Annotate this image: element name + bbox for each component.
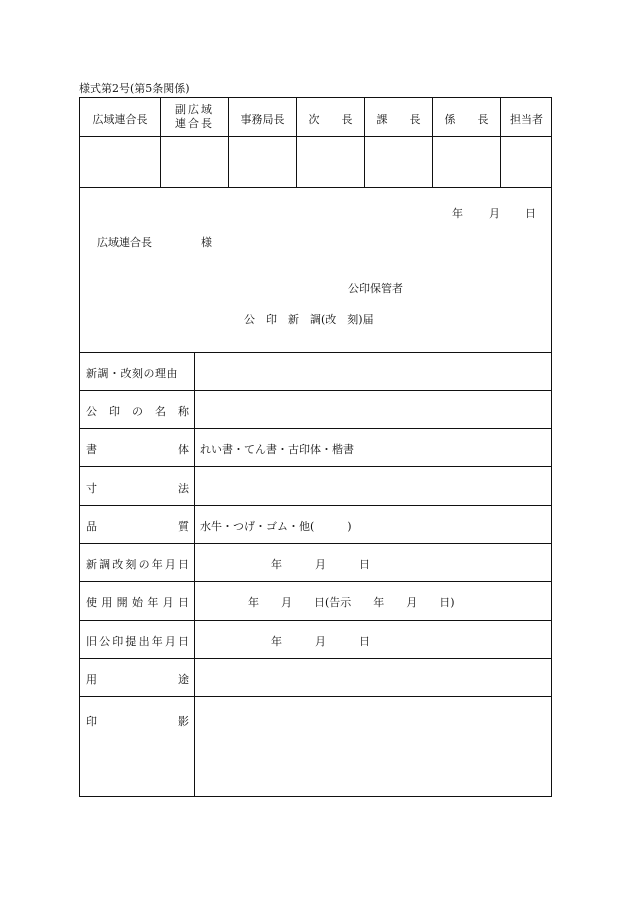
label-char: 法 [178, 482, 189, 495]
grid-line [79, 543, 552, 544]
label-char: 開 [116, 596, 128, 609]
row-label-impression [86, 713, 189, 729]
row-label-seal-name [86, 403, 189, 419]
label-char: 日 [177, 596, 189, 609]
header-kouiki-rengouchou: 広域連合長 [92, 113, 148, 126]
label-char: 書 [86, 443, 97, 456]
stamp-cell[interactable] [365, 137, 432, 187]
row-label-typeface [86, 441, 189, 457]
document-title: 公 印 新 調(改 刻)届 [244, 313, 374, 326]
label-char: 印 [112, 635, 124, 648]
stamp-cell[interactable] [501, 137, 552, 187]
label-char: 称 [178, 405, 189, 418]
row-label-size [86, 480, 189, 496]
addressee-honorific: 様 [201, 236, 212, 249]
label-char: 旧 [86, 635, 97, 648]
row-label-material [86, 518, 189, 534]
header-fuku-line1: 副広域 [175, 103, 214, 116]
stamp-cell[interactable] [80, 137, 160, 187]
header-kachou: 課 長 [376, 113, 421, 126]
label-char: 刻 [125, 558, 137, 571]
row-label-reason: 新調・改刻の理由 [86, 367, 178, 380]
stamp-cell[interactable] [297, 137, 364, 187]
label-char: 寸 [86, 482, 97, 495]
header-fuku-rengouchou [161, 103, 228, 131]
grid-line [79, 466, 552, 467]
label-char: 出 [138, 635, 150, 648]
label-char: 途 [178, 673, 189, 686]
grid-line [79, 505, 552, 506]
form-number: 様式第2号(第5条関係) [79, 82, 190, 95]
row-label-made-date [86, 556, 189, 572]
grid-line [79, 581, 552, 582]
stamp-cell[interactable] [433, 137, 500, 187]
grid-line [79, 658, 552, 659]
label-char: 印 [86, 715, 97, 728]
header-tantousha: 担当者 [510, 113, 543, 126]
grid-line [79, 352, 552, 353]
label-char: 影 [178, 715, 189, 728]
label-char: 月 [164, 635, 176, 648]
label-char: 年 [147, 596, 159, 609]
stamp-cell[interactable] [229, 137, 296, 187]
label-char: 月 [164, 558, 176, 571]
label-char: 質 [178, 520, 189, 533]
return-date-field[interactable]: 年 月 日 [271, 635, 370, 648]
label-char: 用 [101, 596, 113, 609]
label-char: の [132, 405, 143, 418]
grid-line [79, 428, 552, 429]
label-char: 日 [177, 635, 189, 648]
made-date-field[interactable]: 年 月 日 [271, 558, 370, 571]
grid-line [194, 352, 195, 797]
label-char: 月 [162, 596, 174, 609]
label-char: 公 [99, 635, 111, 648]
label-char: 年 [151, 558, 163, 571]
date-month: 月 [489, 207, 500, 220]
label-char: 日 [177, 558, 189, 571]
row-label-purpose [86, 671, 189, 687]
label-char: 始 [131, 596, 143, 609]
start-date-field[interactable]: 年 月 日(告示 年 月 日) [248, 596, 455, 609]
label-char: 品 [86, 520, 97, 533]
material-options[interactable]: 水牛・つげ・ゴム・他( ) [200, 520, 352, 533]
label-char: 用 [86, 673, 97, 686]
label-char: 印 [109, 405, 120, 418]
label-char: の [138, 558, 150, 571]
date-year: 年 [452, 207, 463, 220]
label-char: 使 [86, 596, 97, 609]
label-char: 年 [151, 635, 163, 648]
grid-line [79, 390, 552, 391]
row-label-start-date [86, 594, 189, 610]
header-fuku-line2: 連合長 [175, 117, 214, 130]
row-label-return-date [86, 633, 189, 649]
label-char: 名 [155, 405, 166, 418]
grid-line [79, 620, 552, 621]
stamp-cell[interactable] [161, 137, 228, 187]
label-char: 改 [112, 558, 124, 571]
header-jimukyokuchou: 事務局長 [240, 113, 285, 126]
grid-line [79, 187, 552, 188]
label-char: 調 [99, 558, 111, 571]
addressee-name: 広域連合長 [97, 236, 152, 249]
label-char: 体 [178, 443, 189, 456]
label-char: 新 [86, 558, 97, 571]
header-jichou: 次 長 [308, 113, 353, 126]
date-day: 日 [525, 207, 536, 220]
label-char: 提 [125, 635, 137, 648]
applicant-label: 公印保管者 [348, 282, 403, 295]
typeface-options[interactable]: れい書・てん書・古印体・楷書 [200, 443, 354, 456]
label-char: 公 [86, 405, 97, 418]
grid-line [79, 696, 552, 697]
header-kakarichou: 係 長 [444, 113, 489, 126]
